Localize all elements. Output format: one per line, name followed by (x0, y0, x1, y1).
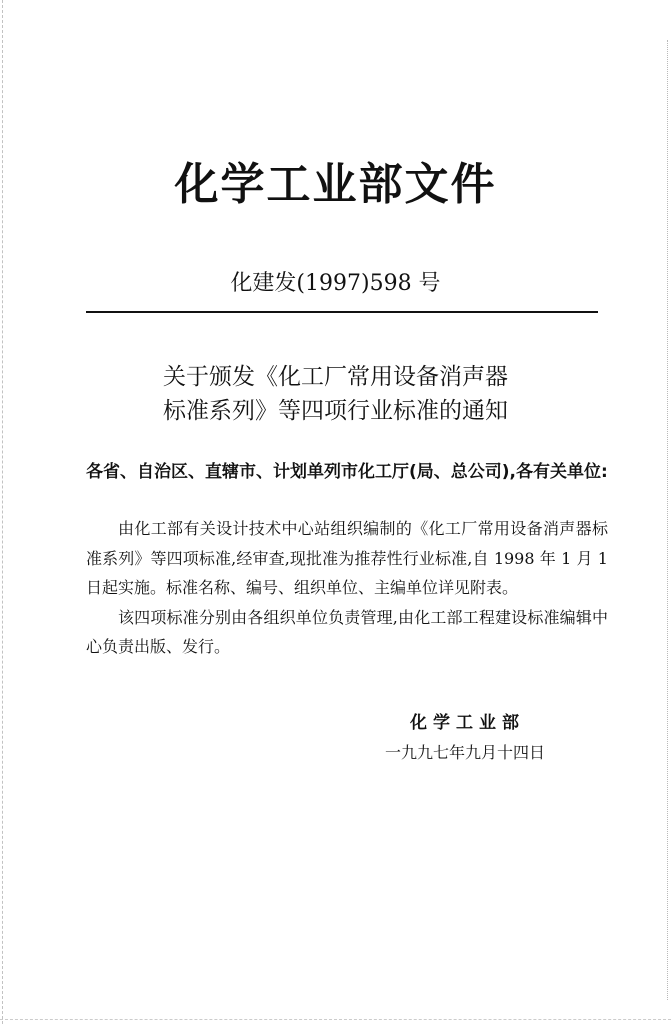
body-paragraph-1: 由化工部有关设计技术中心站组织编制的《化工厂常用设备消声器标准系列》等四项标准,经审查,现批准为推荐性行业标准,自 1998 年 1 月 1 日起实施。标准名称、编号、组织单位、主编单位详见附表。 (86, 519, 608, 597)
document-number: 化建发(1997)598 号 (230, 271, 441, 296)
issuing-authority: 化学工业部 (410, 713, 525, 733)
addressee: 各省、自治区、直辖市、计划单列市化工厅(局、总公司),各有关单位: (86, 462, 608, 482)
body-paragraph-2: 该四项标准分别由各组织单位负责管理,由化工部工程建设标准编辑中心负责出版、发行。 (86, 607, 608, 656)
header-divider (86, 311, 598, 313)
issue-date: 一九九七年九月十四日 (385, 743, 546, 762)
subject-line-1: 关于颁发《化工厂常用设备消声器 (163, 364, 508, 390)
document-title: 化学工业部文件 (174, 159, 497, 210)
notice-subject (0, 360, 671, 428)
scan-edge-bottom (0, 1017, 671, 1020)
subject-line-2: 标准系列》等四项行业标准的通知 (163, 398, 508, 424)
notice-body (86, 514, 608, 662)
